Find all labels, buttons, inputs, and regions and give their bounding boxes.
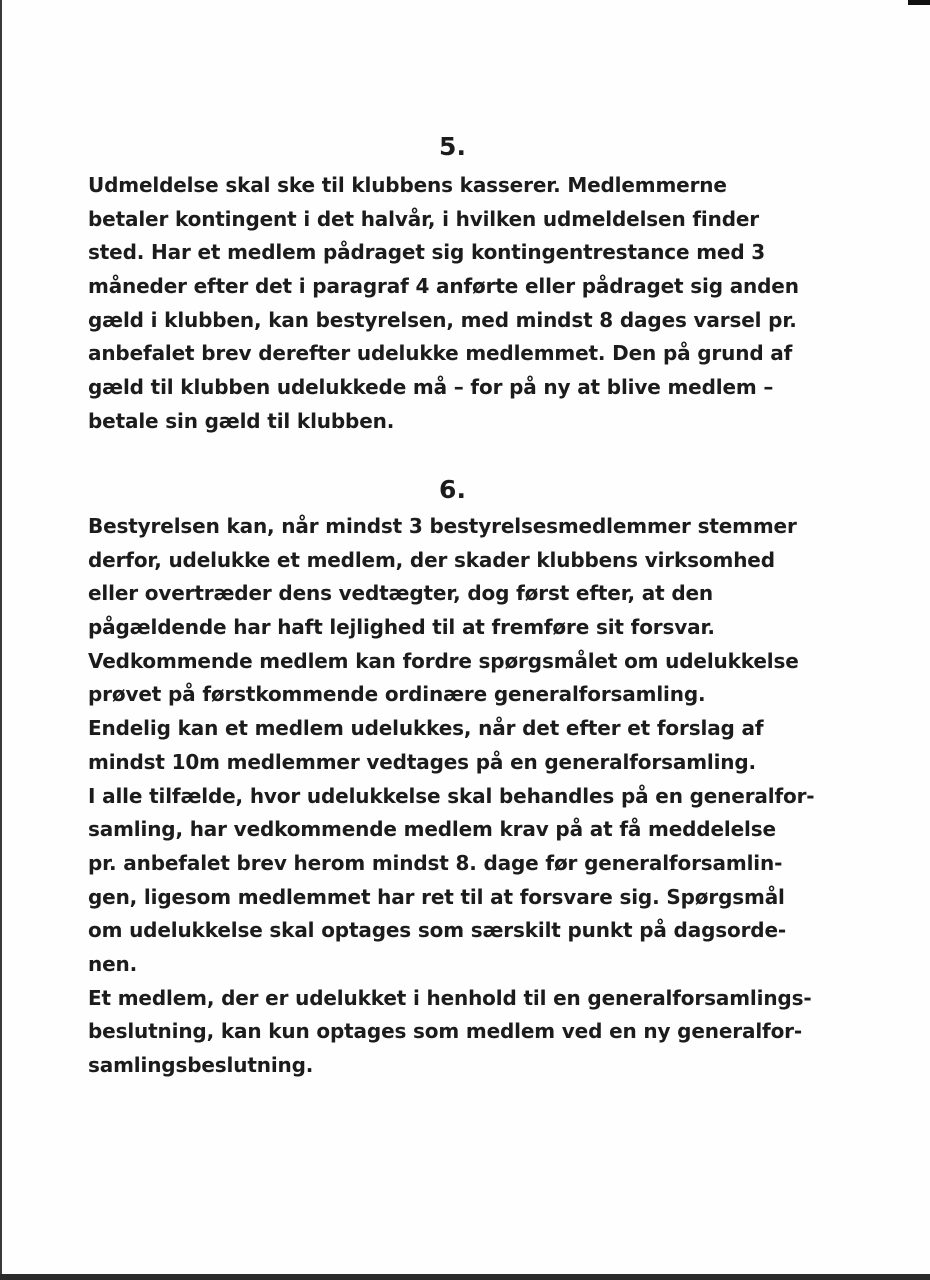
text-line: I alle tilfælde, hvor udelukkelse skal behandles på en generalfor- [88, 783, 815, 808]
text-line: sted. Har et medlem pådraget sig kontingentrestance med 3 [88, 240, 766, 265]
section-5-number: 5. [439, 132, 466, 161]
text-line: pågældende har haft lejlighed til at fremføre sit forsvar. [88, 615, 715, 640]
text-line: Endelig kan et medlem udelukkes, når det efter et forslag af [88, 716, 764, 741]
text-line: gæld til klubben udelukkede må – for på ny at blive medlem – [88, 375, 774, 400]
text-line: gen, ligesom medlemmet har ret til at forsvare sig. Spørgsmål [88, 884, 785, 909]
text-line: Udmeldelse skal ske til klubbens kasserer. Medlemmerne [88, 173, 727, 197]
section-5-text [88, 169, 888, 439]
text-line: samlingsbeslutning. [88, 1053, 314, 1077]
text-line: prøvet på førstkommende ordinære generalforsamling. [88, 682, 706, 707]
scan-bottom-edge [0, 1274, 930, 1280]
scan-corner-mark [908, 0, 930, 5]
section-6-number: 6. [439, 475, 466, 504]
text-line: mindst 10m medlemmer vedtages på en generalforsamling. [88, 749, 756, 774]
text-line: derfor, udelukke et medlem, der skader klubbens virksomhed [88, 547, 775, 572]
text-line: Bestyrelsen kan, når mindst 3 bestyrelsesmedlemmer stemmer [88, 514, 797, 538]
text-line: gæld i klubben, kan bestyrelsen, med mindst 8 dages varsel pr. [88, 307, 797, 332]
text-line: eller overtræder dens vedtægter, dog først efter, at den [88, 581, 713, 606]
text-line: Vedkommende medlem kan fordre spørgsmålet om udelukkelse [88, 648, 799, 673]
text-line: måneder efter det i paragraf 4 anførte eller pådraget sig anden [88, 274, 799, 299]
text-line: betaler kontingent i det halvår, i hvilken udmeldelsen finder [88, 206, 759, 231]
text-line: betale sin gæld til klubben. [88, 408, 395, 433]
text-line: anbefalet brev derefter udelukke medlemmet. Den på grund af [88, 341, 793, 366]
scan-left-edge [0, 0, 2, 1280]
text-line: beslutning, kan kun optages som medlem ved en ny generalfor- [88, 1019, 803, 1044]
text-line: pr. anbefalet brev herom mindst 8. dage før generalforsamlin- [88, 850, 783, 875]
text-line: samling, har vedkommende medlem krav på at få meddelelse [88, 817, 776, 842]
section-6-text [88, 510, 888, 1083]
text-line: om udelukkelse skal optages som særskilt punkt på dagsorde- [88, 918, 787, 943]
text-line: nen. [88, 951, 138, 976]
text-line: Et medlem, der er udelukket i henhold til en generalforsamlings- [88, 985, 812, 1010]
